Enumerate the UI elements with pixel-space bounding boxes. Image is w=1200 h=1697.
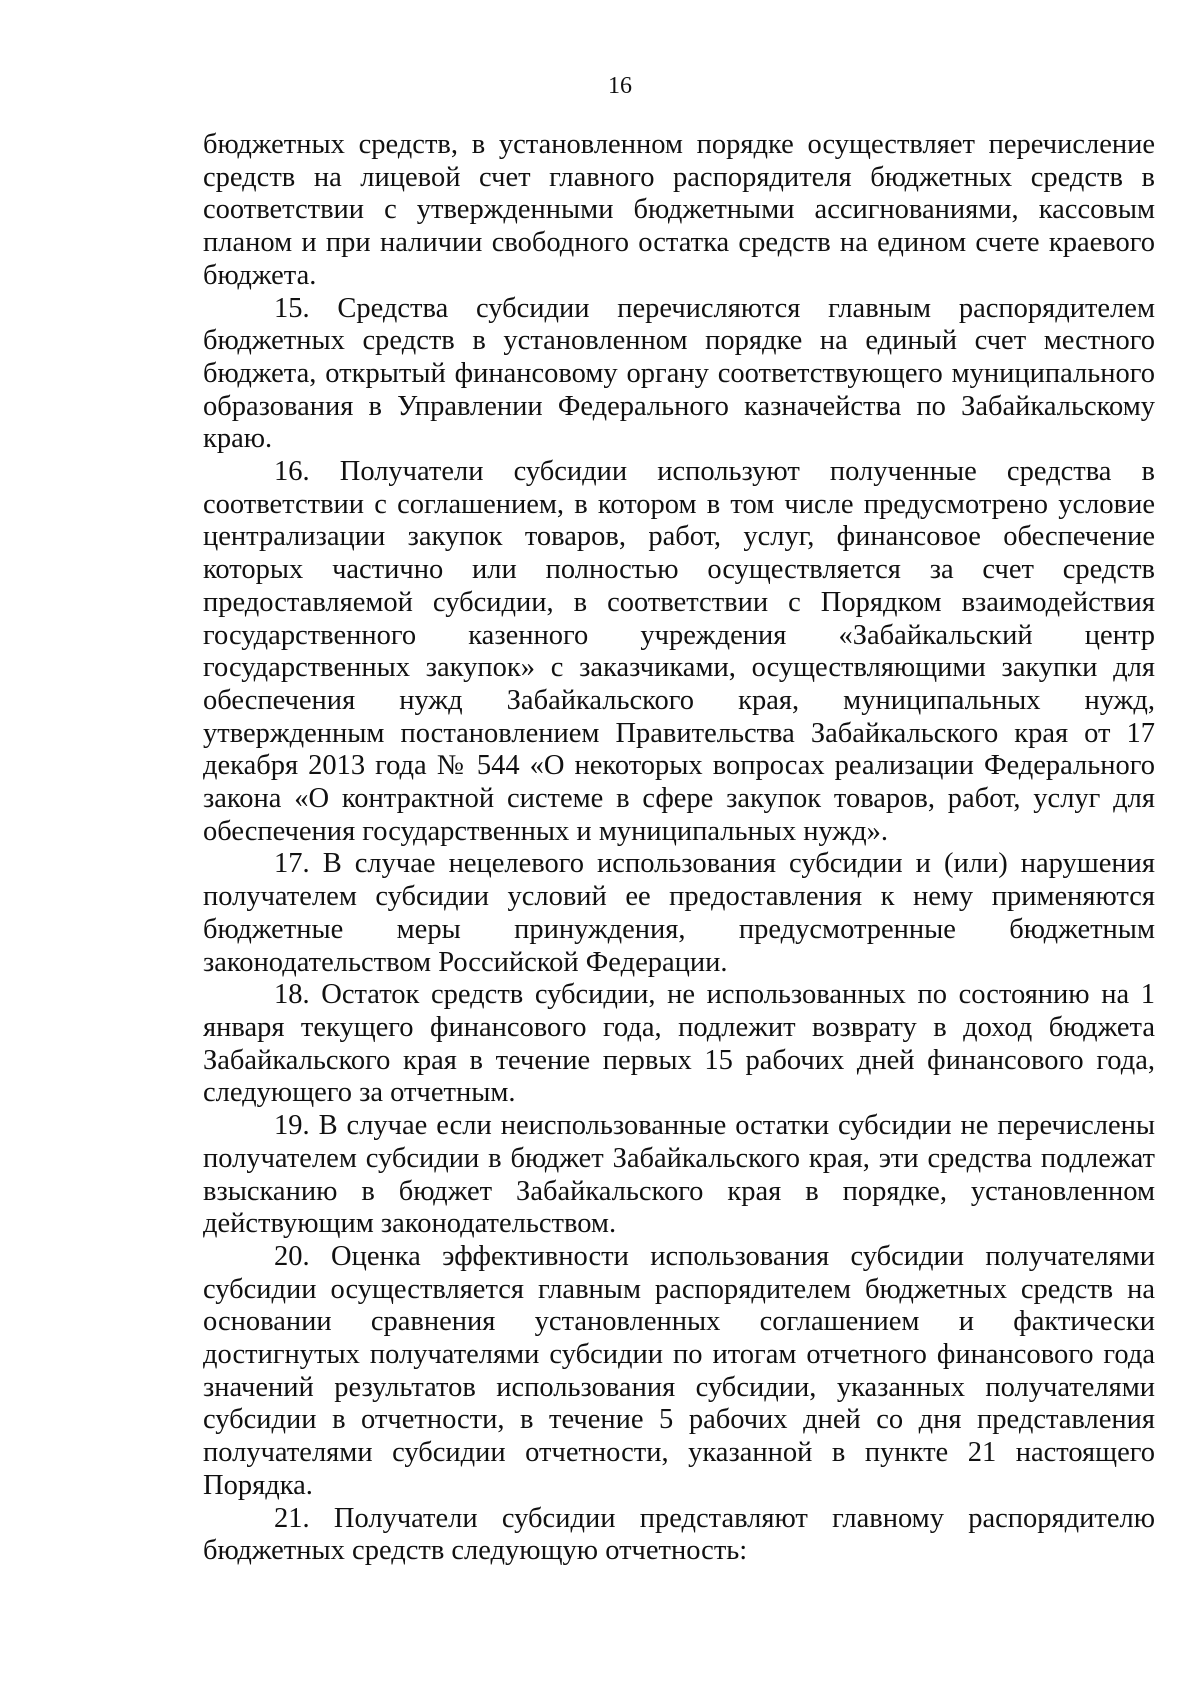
paragraph-15: 15. Средства субсидии перечисляются главным распорядителем бюджетных средств в установленном порядке на единый счет местного бюджета, открытый финансовому органу соответствующего муниципального образования в Управлении Федерального казначейства по Забайкальскому краю. xyxy=(203,292,1155,455)
paragraph-18: 18. Остаток средств субсидии, не использованных по состоянию на 1 января текущего финансового года, подлежит возврату в доход бюджета Забайкальского края в течение первых 15 рабочих дней финансового года, следующего за отчетным. xyxy=(203,979,1155,1109)
paragraph-19: 19. В случае если неиспользованные остатки субсидии не перечислены получателем субсидии в бюджет Забайкальского края, эти средства подлежат взысканию в бюджет Забайкальского края в порядке, установленном действующим законодательством. xyxy=(203,1110,1155,1240)
paragraph-16: 16. Получатели субсидии используют полученные средства в соответствии с соглашением, в котором в том числе предусмотрено условие централизации закупок товаров, работ, услуг, финансовое обеспечение которых частично или полностью осуществляется за счет средств предоставляемой субсидии, в соответствии с Порядком взаимодействия государственного казенного учреждения «Забайкальский центр государственных закупок» с заказчиками, осуществляющими закупки для обеспечения нужд Забайкальского края, муниципальных нужд, утвержденным постановлением Правительства Забайкальского края от 17 декабря 2013 года № 544 «О некоторых вопросах реализации Федерального закона «О контрактной системе в сфере закупок товаров, работ, услуг для обеспечения государственных и муниципальных нужд». xyxy=(203,456,1155,847)
paragraph-17: 17. В случае нецелевого использования субсидии и (или) нарушения получателем субсидии условий ее предоставления к нему применяются бюджетные меры принуждения, предусмотренные бюджетным законодательством Российской Федерации. xyxy=(203,848,1155,978)
paragraph-continuation: бюджетных средств, в установленном порядке осуществляет перечисление средств на лицевой счет главного распорядителя бюджетных средств в соответствии с утвержденными бюджетными ассигнованиями, кассовым планом и при наличии свободного остатка средств на едином счете краевого бюджета. xyxy=(203,129,1155,291)
page-number: 16 xyxy=(608,73,632,99)
document-body xyxy=(203,129,1155,1568)
paragraph-21: 21. Получатели субсидии представляют главному распорядителю бюджетных средств следующую отчетность: xyxy=(203,1502,1155,1567)
paragraph-20: 20. Оценка эффективности использования субсидии получателями субсидии осуществляется главным распорядителем бюджетных средств на основании сравнения установленных соглашением и фактически достигнутых получателями субсидии по итогам отчетного финансового года значений результатов использования субсидии, указанных получателями субсидии в отчетности, в течение 5 рабочих дней со дня представления получателями субсидии отчетности, указанной в пункте 21 настоящего Порядка. xyxy=(203,1240,1155,1501)
